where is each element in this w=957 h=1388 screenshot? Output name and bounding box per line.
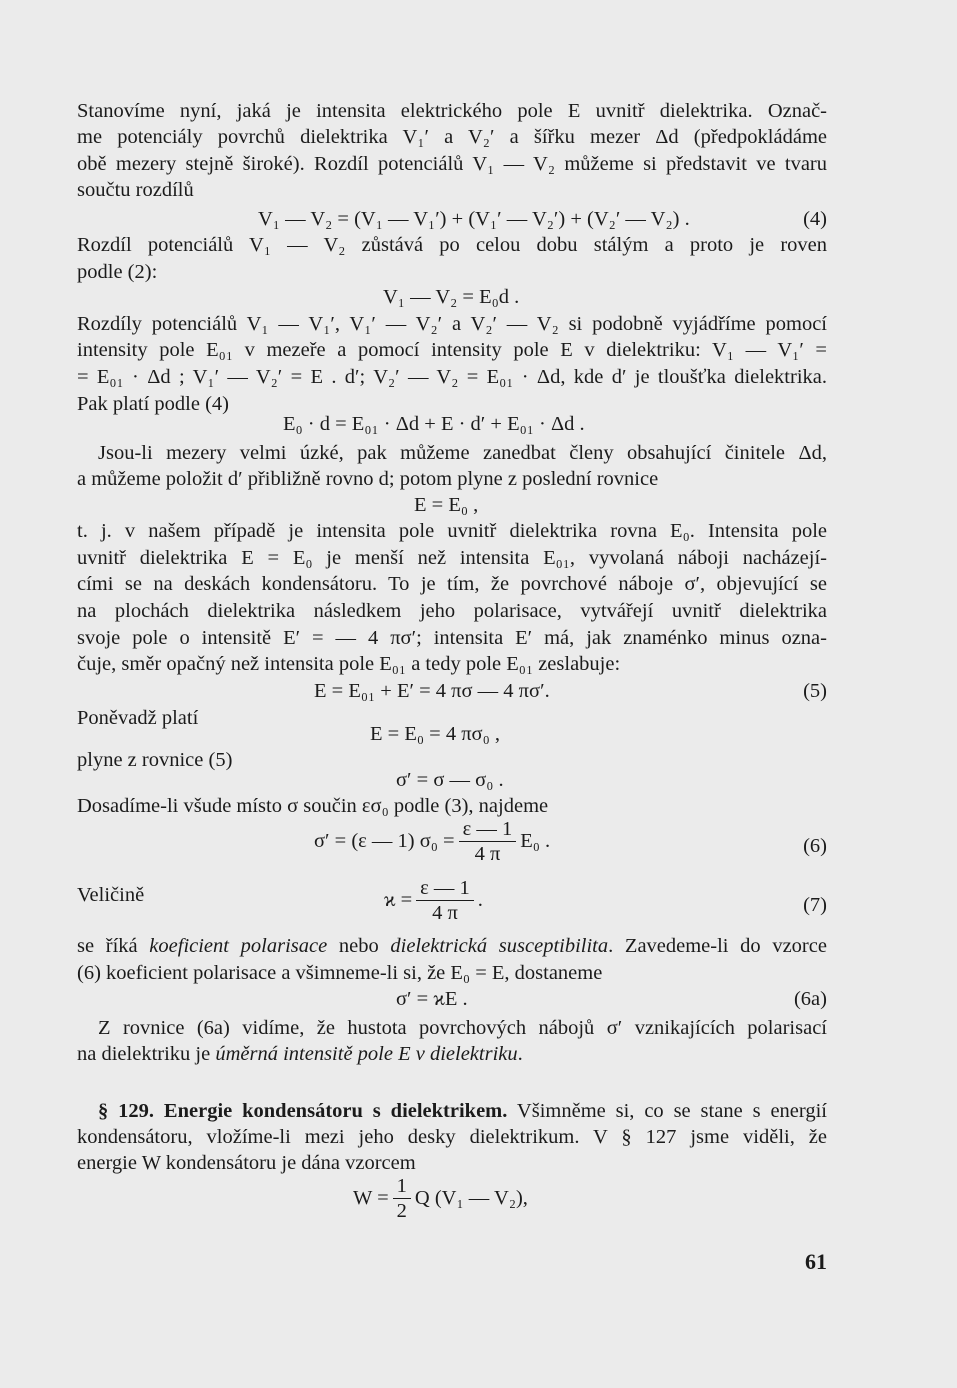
text-line: t. j. v našem případě je intensita pole uvnitř dielektrika rovna E₀. Intensita pole <box>77 520 827 542</box>
text-line: čuje, směr opačný než intensita pole E₀₁ a tedy pole E₀₁ zeslabuje: <box>77 653 621 675</box>
text-line: plyne z rovnice (5) <box>77 749 233 771</box>
text-line: podle (2): <box>77 261 158 283</box>
equation: σ′ = σ — σ₀ . <box>396 769 504 791</box>
italic-phrase: úměrná intensitě pole E v dielektriku <box>215 1043 518 1065</box>
equation-number: (6a) <box>793 988 827 1010</box>
text-line: Z rovnice (6a) vidíme, že hustota povrchových nábojů σ′ vznikajících polarisací <box>98 1017 827 1039</box>
equation: E = E₀ = 4 πσ₀ , <box>370 723 500 745</box>
page-number: 61 <box>805 1249 827 1274</box>
equation: V₁ — V₂ = E₀d . <box>383 286 520 308</box>
text-line <box>77 1041 827 1067</box>
text-line: a můžeme položit d′ přibližně rovno d; potom plyne z poslední rovnice <box>77 468 659 490</box>
text-span: . Zavedeme-li do vzorce <box>608 935 827 957</box>
text-line: Poněvadž platí <box>77 707 199 729</box>
equation-6 <box>314 817 550 866</box>
equation-part: Q (V₁ — V₂), <box>414 1187 528 1209</box>
fraction-numerator: 1 <box>393 1174 411 1199</box>
fraction-denominator: 4 π <box>432 902 458 924</box>
equation-number: (4) <box>803 208 827 230</box>
equation-energy <box>353 1174 528 1223</box>
section-heading-line <box>98 1098 827 1124</box>
text-span: nebo <box>327 935 391 957</box>
fraction <box>416 876 474 925</box>
text-line: energie W kondensátoru je dána vzorcem <box>77 1152 416 1174</box>
equation-6a: σ′ = ϰE . <box>396 988 468 1010</box>
text-line: Veličině <box>77 884 145 906</box>
italic-term: dielektrická susceptibilita <box>390 935 609 957</box>
fraction-numerator: ε — 1 <box>416 876 474 901</box>
equation: E₀ · d = E₀₁ · Δd + E · d′ + E₀₁ · Δd . <box>283 413 585 435</box>
equation-number: (7) <box>803 894 827 916</box>
text-line: Stanovíme nyní, jaká je intensita elektrického pole E uvnitř dielektrika. Označ- <box>77 100 827 122</box>
text-line <box>77 933 827 959</box>
fraction <box>393 1174 411 1223</box>
text-line: Jsou-li mezery velmi úzké, pak můžeme zanedbat členy obsahující činitele Δd, <box>98 442 827 464</box>
equation: E = E₀ , <box>414 494 479 516</box>
text-line: intensity pole E₀₁ v mezeře a pomocí intensity pole E v dielektriku: V₁ — V₁′ = <box>77 339 827 361</box>
text-span: se říká <box>77 935 150 957</box>
equation-number: (6) <box>803 835 827 857</box>
text-span: na dielektriku je <box>77 1043 216 1065</box>
fraction-numerator: ε — 1 <box>459 817 517 842</box>
equation-part: E₀ . <box>520 830 551 852</box>
fraction-denominator: 2 <box>396 1200 407 1222</box>
text-line: Rozdíl potenciálů V₁ — V₂ zůstává po celou dobu stálým a proto je roven <box>77 234 827 256</box>
equation-number: (5) <box>803 680 827 702</box>
text-line: obě mezery stejně široké). Rozdíl potenciálů V₁ — V₂ můžeme si představit ve tvaru <box>77 153 827 175</box>
fraction-denominator: 4 π <box>474 843 501 865</box>
text-line: na plochách dielektrika následkem jeho polarisace, vytvářejí uvnitř dielektrika <box>77 600 827 622</box>
text-line: Dosadíme-li všude místo σ součin εσ₀ podle (3), najdeme <box>77 795 549 817</box>
text-line: cími se na deskách kondensátoru. To je tím, že povrchové náboje σ′, objevující se <box>77 573 827 595</box>
text-line: kondensátoru, vložíme-li mezi jeho desky dielektrikum. V § 127 jsme viděli, že <box>77 1126 827 1148</box>
text-line: me potenciály povrchů dielektrika V₁′ a V₂′ a šířku mezer Δd (předpokládáme <box>77 126 827 148</box>
fraction <box>459 817 517 866</box>
text-line: (6) koeficient polarisace a všimneme-li si, že E₀ = E, dostaneme <box>77 962 603 984</box>
text-span: . <box>517 1043 523 1065</box>
text-line: svoje pole o intensitě E′ = — 4 πσ′; intensita E′ má, jak znaménko minus ozna- <box>77 627 827 649</box>
text-line: uvnitř dielektrika E = E₀ je menší než intensita E₀₁, vyvolaná náboji nacházejí- <box>77 547 827 569</box>
text-line: = E₀₁ · Δd ; V₁′ — V₂′ = E . d′; V₂′ — V₂ = E₀₁ · Δd, kde d′ je tloušťka dielektrika. <box>77 366 827 388</box>
text-span: Všimněme si, co se stane s energií <box>507 1100 827 1122</box>
equation-part: W = <box>353 1187 389 1209</box>
text-line: součtu rozdílů <box>77 179 194 201</box>
equation-5: E = E₀₁ + E′ = 4 πσ — 4 πσ′. <box>314 680 550 702</box>
italic-term: koeficient polarisace <box>149 935 328 957</box>
equation-part: ϰ = <box>384 889 413 911</box>
equation-part: . <box>477 889 483 911</box>
section-heading: § 129. Energie kondensátoru s dielektrikem. <box>98 1100 508 1122</box>
equation-7 <box>384 876 483 925</box>
equation-4: V₁ — V₂ = (V₁ — V₁′) + (V₁′ — V₂′) + (V₂′ — V₂) . <box>258 208 690 230</box>
text-line: Rozdíly potenciálů V₁ — V₁′, V₁′ — V₂′ a V₂′ — V₂ si podobně vyjádříme pomocí <box>77 313 827 335</box>
text-line: Pak platí podle (4) <box>77 393 230 415</box>
equation-part: σ′ = (ε — 1) σ₀ = <box>314 830 455 852</box>
